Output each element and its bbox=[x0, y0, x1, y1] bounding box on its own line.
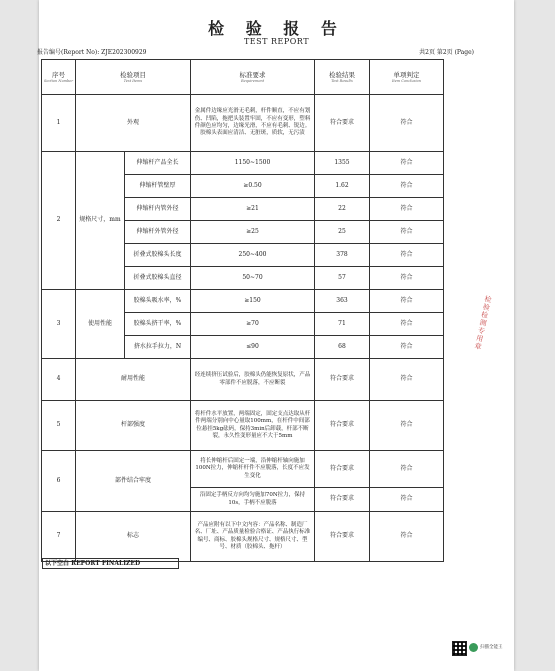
row-result: 符合要求 bbox=[315, 488, 370, 512]
sub-item: 挤水拉手拉力，N bbox=[125, 336, 191, 359]
header-no: 序号 Section Number bbox=[42, 60, 76, 95]
header-item: 检验项目 Test Items bbox=[76, 60, 191, 95]
row-requirement: 50~70 bbox=[191, 267, 315, 290]
table-row bbox=[42, 512, 444, 562]
row-requirement: ≥21 bbox=[191, 198, 315, 221]
report-subtitle: TEST REPORT bbox=[243, 37, 310, 46]
qr-code-icon bbox=[452, 641, 467, 656]
report-finalized-label: 以下空白 REPORT FINALIZED bbox=[42, 558, 179, 569]
row-no: 3 bbox=[42, 290, 76, 359]
row-conclusion: 符合 bbox=[370, 290, 444, 313]
scanner-watermark: 扫描全能王 bbox=[480, 645, 503, 650]
row-requirement: 将杆件水平放置，两端固定，固定支点达取从杆件两端分别向中心量取100mm，在杆件中间部位悬挂5kg砝码，保持3min后卸载，杆部不断裂，永久性变形量应不大于5mm bbox=[191, 401, 315, 451]
row-item: 杆部强度 bbox=[76, 401, 191, 451]
row-no: 1 bbox=[42, 95, 76, 152]
row-result: 363 bbox=[315, 290, 370, 313]
row-result: 71 bbox=[315, 313, 370, 336]
row-result: 22 bbox=[315, 198, 370, 221]
header-result: 检验结果 Test Results bbox=[315, 60, 370, 95]
header-conclusion: 单项判定 Item Conclusion bbox=[370, 60, 444, 95]
sub-item: 伸缩杆内管外径 bbox=[125, 198, 191, 221]
row-requirement: ≤90 bbox=[191, 336, 315, 359]
sub-item: 胶棉头挤干率，% bbox=[125, 313, 191, 336]
table-row bbox=[42, 401, 444, 451]
report-meta bbox=[37, 47, 474, 56]
row-conclusion: 符合 bbox=[370, 267, 444, 290]
row-conclusion: 符合 bbox=[370, 95, 444, 152]
header-requirement: 标准要求 Requirement bbox=[191, 60, 315, 95]
row-result: 符合要求 bbox=[315, 95, 370, 152]
table-row bbox=[42, 152, 444, 175]
official-stamp: 检验检测专用章 bbox=[473, 294, 493, 352]
row-no: 2 bbox=[42, 152, 76, 290]
row-result: 68 bbox=[315, 336, 370, 359]
row-conclusion: 符合 bbox=[370, 488, 444, 512]
row-result: 符合要求 bbox=[315, 451, 370, 488]
row-result: 1355 bbox=[315, 152, 370, 175]
row-conclusion: 符合 bbox=[370, 336, 444, 359]
row-conclusion: 符合 bbox=[370, 313, 444, 336]
row-result: 1.62 bbox=[315, 175, 370, 198]
row-result: 25 bbox=[315, 221, 370, 244]
row-conclusion: 符合 bbox=[370, 451, 444, 488]
row-conclusion: 符合 bbox=[370, 512, 444, 562]
row-no: 6 bbox=[42, 451, 76, 512]
row-requirement: ≥70 bbox=[191, 313, 315, 336]
sub-item: 折叠式胶棉头长度 bbox=[125, 244, 191, 267]
row-requirement: ≥25 bbox=[191, 221, 315, 244]
row-item: 部件结合牢度 bbox=[76, 451, 191, 512]
report-number: 报告编号(Report No): ZJE202300929 bbox=[37, 49, 147, 56]
row-conclusion: 符合 bbox=[370, 198, 444, 221]
row-result: 符合要求 bbox=[315, 512, 370, 562]
row-no: 5 bbox=[42, 401, 76, 451]
row-no: 7 bbox=[42, 512, 76, 562]
row-result: 符合要求 bbox=[315, 401, 370, 451]
row-item: 耐用性能 bbox=[76, 359, 191, 401]
sub-item: 胶棉头吸水率，% bbox=[125, 290, 191, 313]
table-header-row bbox=[42, 60, 444, 95]
row-result: 57 bbox=[315, 267, 370, 290]
sub-item: 伸缩杆外管外径 bbox=[125, 221, 191, 244]
row-requirement: 沿固定手柄反方向均匀施加70N拉力，保持10s，手柄不应脱落 bbox=[191, 488, 315, 512]
table-row bbox=[42, 290, 444, 313]
row-item: 规格尺寸，mm bbox=[76, 152, 125, 290]
row-requirement: 经连续挤压试验后，胶棉头仍能恢复原状，产品零部件不应脱落，不应断裂 bbox=[191, 359, 315, 401]
row-requirement: ≥0.50 bbox=[191, 175, 315, 198]
table-row bbox=[42, 451, 444, 488]
row-result: 符合要求 bbox=[315, 359, 370, 401]
test-results-table bbox=[41, 59, 444, 562]
sub-item: 折叠式胶棉头直径 bbox=[125, 267, 191, 290]
report-title: 检 验 报 告 bbox=[208, 19, 345, 38]
row-conclusion: 符合 bbox=[370, 359, 444, 401]
table-row bbox=[42, 359, 444, 401]
sub-item: 伸缩杆管壁厚 bbox=[125, 175, 191, 198]
row-conclusion: 符合 bbox=[370, 152, 444, 175]
scanner-logo-icon bbox=[469, 643, 478, 652]
table-row bbox=[42, 95, 444, 152]
row-item: 标志 bbox=[76, 512, 191, 562]
row-requirement: 产品应附有以下中文内容：产品名称、制造厂名、厂址、产品质量检验合格证、产品执行标准编号、商标、胶棉头规格尺寸、规格尺寸、型号、材质（胶棉头、拖杆） bbox=[191, 512, 315, 562]
row-conclusion: 符合 bbox=[370, 175, 444, 198]
row-conclusion: 符合 bbox=[370, 221, 444, 244]
row-requirement: 将长伸缩杆后固定一端，沿伸缩杆轴向施加100N拉力，伸缩杆杆件不应脱落，长度不应发生变化 bbox=[191, 451, 315, 488]
row-result: 378 bbox=[315, 244, 370, 267]
row-requirement: 250~400 bbox=[191, 244, 315, 267]
row-item: 使用性能 bbox=[76, 290, 125, 359]
row-requirement: ≥150 bbox=[191, 290, 315, 313]
row-requirement: 1150~1500 bbox=[191, 152, 315, 175]
row-conclusion: 符合 bbox=[370, 401, 444, 451]
row-conclusion: 符合 bbox=[370, 244, 444, 267]
row-item: 外观 bbox=[76, 95, 191, 152]
row-requirement: 金属件边缘应光滑无毛刺，杆件顺直，不应有划伤、凹陷，拖把头装置牢固，不应有变形，塑料件颜色应均匀，边缘光滑，不应有毛刺、锐边。胶棉头表面应清洁、无脏斑，质软，无污渍 bbox=[191, 95, 315, 152]
page-info: 共2页 第2页 (Page) bbox=[419, 49, 474, 56]
sub-item: 伸缩杆产品全长 bbox=[125, 152, 191, 175]
row-no: 4 bbox=[42, 359, 76, 401]
